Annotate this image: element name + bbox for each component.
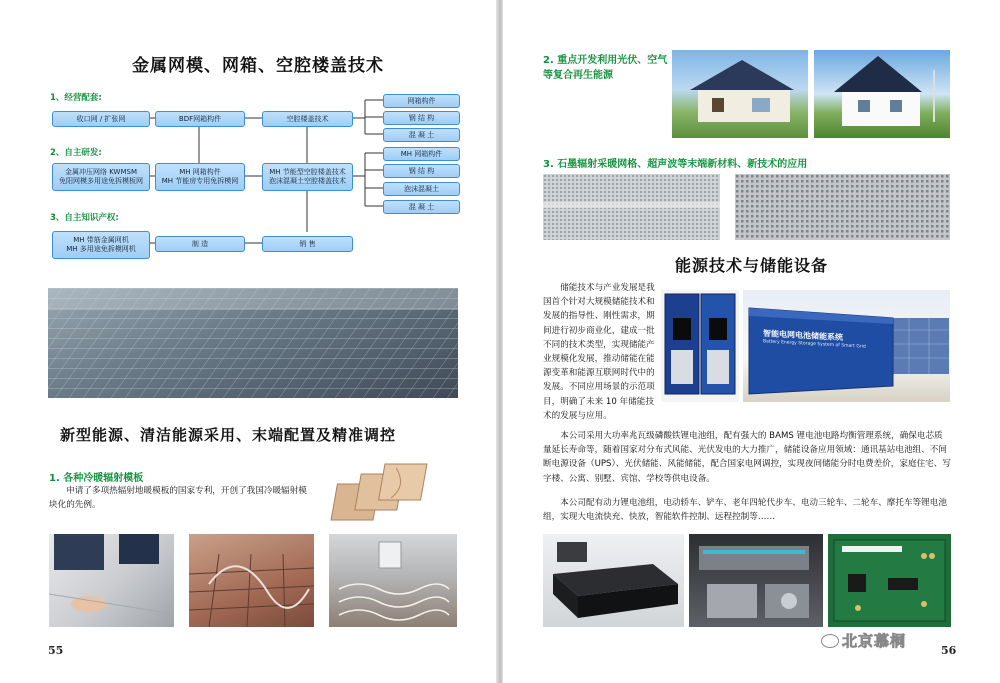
power-battery-text: 本公司配有动力锂电池组，电动轿车、铲车、老年四轮代步车、电动三轮车、二轮车、摩托车等锂电池组，实现大电流快充、快放，智能软件控制、远程控制等……	[543, 498, 947, 523]
house-solar-photo-2	[814, 50, 950, 138]
subtitle-radiant-panels: 1. 各种冷暖辐射模板	[49, 473, 144, 484]
radiant-panels-text: 申请了多项热辐射地暖模板的国家专利，开创了我国冷暖辐射模块化的先例。	[49, 486, 307, 510]
container-label: 智能电网电池储能系统	[763, 328, 843, 343]
flow-result-3: 混 凝 土	[383, 128, 460, 142]
section-title-mesh: 金属网模、网箱、空腔楼盖技术	[132, 56, 384, 76]
watermark-text: 北京慕桐	[842, 632, 907, 650]
battery-pack-graphic	[543, 534, 684, 627]
left-page	[0, 0, 497, 683]
flow-box-mh-mesh-line1: MH 网箱构件	[179, 168, 221, 177]
cabinet-graphic	[661, 290, 739, 402]
floor-install-photo-3	[329, 534, 457, 627]
graphite-mesh-photo-2	[735, 174, 950, 240]
flow-box-sales: 销 售	[262, 236, 353, 252]
flow-box-kwmsm	[52, 163, 150, 191]
house-2-graphic	[814, 50, 950, 138]
section-title-energy: 新型能源、清洁能源采用、末端配置及精准调控	[60, 426, 397, 444]
mesh-1-graphic	[543, 174, 720, 240]
construction-site-photo	[48, 288, 458, 398]
flow-result-6: 泡沫混凝土	[383, 182, 460, 196]
wechat-icon	[821, 634, 839, 648]
mesh-2-graphic	[735, 174, 950, 240]
flow-box-bdf: BDF网箱构件	[155, 111, 245, 127]
flow-box-ip-line2: MH 多用途免拆模网机	[66, 245, 136, 253]
subtitle-graphite: 3. 石墨辐射采暖网格、超声波等末端新材料、新技术的应用	[543, 159, 808, 170]
flow-box-kwmsm-line1: 金属冲压网络 KWMSM	[64, 168, 137, 177]
pipe-grid-graphic	[189, 534, 314, 627]
floor-install-photo-1	[49, 534, 174, 627]
house-solar-photo-1	[672, 50, 808, 138]
floor-install-photo-2	[189, 534, 314, 627]
graphite-mesh-photo-1	[543, 174, 720, 240]
watermark	[821, 630, 906, 651]
section-title-storage: 能源技术与储能设备	[675, 256, 829, 275]
flow-box-mh-mesh-line2: MH 节能房专用免拆模网	[161, 177, 239, 185]
flow-box-mh-mesh	[155, 163, 245, 191]
heating-coil-graphic	[329, 534, 457, 627]
flow-box-energy-floor-line1: MH 节能型空腔楼盖技术	[269, 168, 346, 177]
storage-battery-text: 本公司采用大功率兆瓦级磷酸铁锂电池组，配有强大的 BAMS 锂电池电路均衡管理系统，确保电芯质量延长寿命等，随着国家对分布式风能、光伏发电的大力推广，储能设备应用领域：通讯基站电池组、不间断电源设备（UPS）、光伏储能、风能储能，配合国家电网调控，实现夜间储能分时电费差价，家庭住宅、写字楼、公寓、别墅、宾馆、学校等供电设备。	[543, 431, 951, 484]
page-number-left: 55	[48, 644, 64, 657]
flow-label-2: 2、自主研发:	[50, 148, 102, 158]
subtitle-renewable: 2. 重点开发利用光伏、空气等复合再生能源	[543, 55, 668, 81]
circuit-board-graphic	[828, 534, 951, 627]
flow-box-hollow-floor: 空腔楼盖技术	[262, 111, 353, 127]
flow-box-receiving-mesh: 收口网 / 扩张网	[52, 111, 150, 127]
battery-pack-photo	[543, 534, 684, 627]
flow-box-manufacture: 制 造	[155, 236, 245, 252]
flow-result-7: 混 凝 土	[383, 200, 460, 214]
right-page	[503, 0, 1000, 683]
flow-box-kwmsm-line2: 免阳网模多用途免拆模板网	[59, 177, 143, 185]
flow-box-energy-floor-line2: 泡沫混凝土空腔楼盖技术	[269, 177, 346, 185]
storage-container-photo	[743, 290, 950, 402]
radiant-panel-graphic	[322, 458, 444, 524]
rebar-grid-graphic	[48, 288, 458, 398]
flow-label-1: 1、经营配套:	[50, 93, 102, 103]
installer-graphic	[49, 534, 174, 627]
storage-cabinet-photo	[661, 290, 739, 402]
flow-result-5: 钢 结 构	[383, 164, 460, 178]
battery-module-graphic	[689, 534, 823, 627]
flow-label-3: 3、自主知识产权:	[50, 213, 119, 223]
battery-module-photo	[689, 534, 823, 627]
storage-intro-text: 储能技术与产业发展是我国首个针对大规模储能技术和发展的指导性、刚性需求，期间进行初步商业化，建成一批不同的技术类型，实现储能产业规模化发展，推动储能在能源变革和能源互联网时代中的发展。不同应用场景的示范项目，明确了未来 10 年储能技术的发展与应用。	[543, 283, 655, 421]
flow-box-energy-floor	[262, 163, 353, 191]
flow-box-ip-line1: MH 带筋金属网机	[73, 236, 129, 245]
flow-result-1: 网箱构件	[383, 94, 460, 108]
container-sublabel: Battery Energy Storage System of Smart Grid	[763, 339, 866, 350]
radiant-panel-photo	[322, 458, 444, 524]
house-1-graphic	[672, 50, 808, 138]
circuit-board-photo	[828, 534, 951, 627]
flow-box-ip-machines	[52, 231, 150, 259]
flow-result-2: 钢 结 构	[383, 111, 460, 125]
flow-result-4: MH 网箱构件	[383, 147, 460, 161]
page-number-right: 56	[941, 644, 957, 657]
